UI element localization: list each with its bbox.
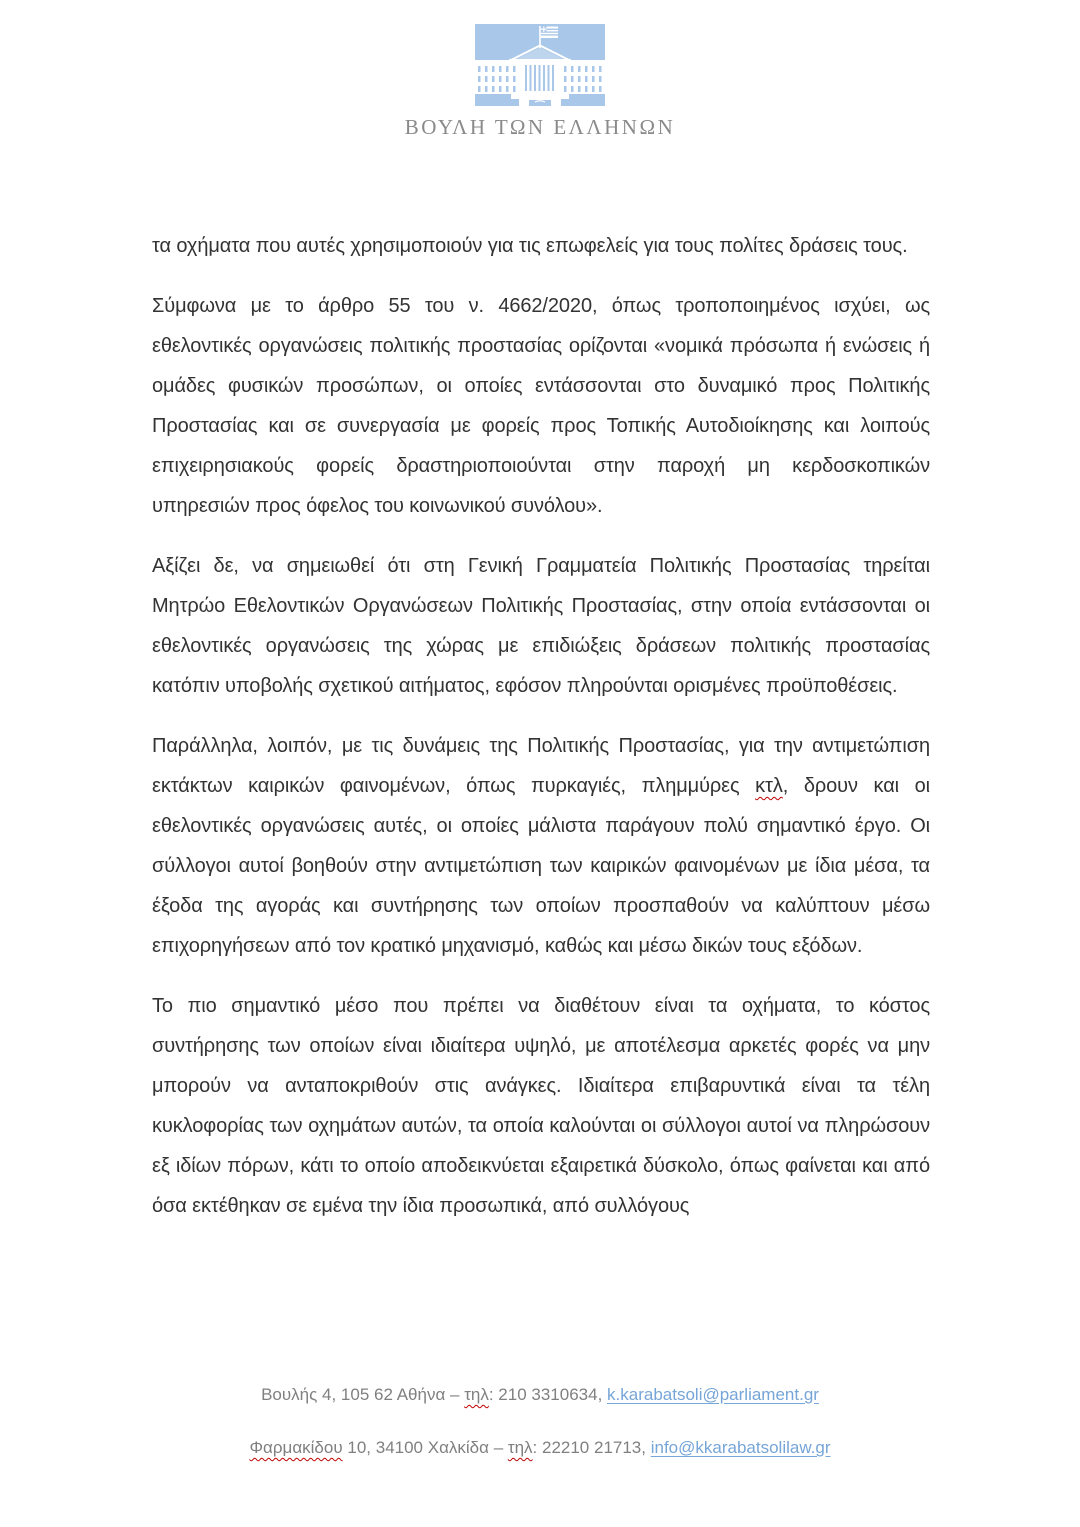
paragraphs-container: [152, 226, 930, 1226]
paragraph: [152, 986, 930, 1226]
spellcheck-word: τηλ: [464, 1385, 489, 1404]
document-body: [152, 226, 930, 1246]
paragraph: [152, 226, 930, 266]
text-run: Σύμφωνα με το άρθρο 55 του ν. 4662/2020, όπως τροποποιημένος ισχύει, ως εθελοντικές οργανώσεις πολιτικής προστασίας ορίζονται «νομικά πρόσωπα ή ενώσεις ή ομάδες φυσικών προσώπων, οι οποίες εντάσσονται στο δυναμικό προς Πολιτικής Προστασίας και σε συνεργασία με φορείς προς Τοπικής Αυτοδιοίκησης και λοιπούς επιχειρησιακούς φορείς δραστηριοποιούνται στην παροχή μη κερδοσκοπικών υπηρεσιών προς όφελος του κοινωνικού συνόλου».: [152, 295, 930, 517]
text-run: Το πιο σημαντικό μέσο που πρέπει να διαθέτουν είναι τα οχήματα, το κόστος συντήρησης των οποίων είναι ιδιαίτερα υψηλό, με αποτέλεσμα αρκετές φορές να μην μπορούν να ανταποκριθούν στις ανάγκες. Ιδιαίτερα επιβαρυντικά είναι τα τέλη κυκλοφορίας των οχημάτων αυτών, τα οποία καλούνται οι σύλλογοι αυτοί να πληρώσουν εξ ιδίων πόρων, κάτι το οποίο αποδεικνύεται εξαιρετικά δύσκολο, όπως φαίνεται και από όσα εκτέθηκαν σε εμένα την ίδια προσωπικά, από συλλόγους: [152, 995, 930, 1217]
paragraph: [152, 726, 930, 966]
paragraph: [152, 286, 930, 526]
parliament-building-icon: [465, 24, 615, 108]
text-run: , δρουν και οι εθελοντικές οργανώσεις αυτές, οι οποίες μάλιστα παράγουν πολύ σημαντικό έργο. Οι σύλλογοι αυτοί βοηθούν στην αντιμετώπιση των καιρικών φαινομένων με ίδια μέσα, τα έξοδα της αγοράς και συντήρησης των οποίων προσπαθούν να καλύπτουν μέσω επιχορηγήσεων από τον κρατικό μηχανισμό, καθώς και μέσω δικών τους εξόδων.: [152, 775, 930, 957]
footer-line: [0, 1437, 1080, 1459]
text-run: Παράλληλα, λοιπόν, με τις δυνάμεις της Πολιτικής Προστασίας, για την αντιμετώπιση εκτάκτων καιρικών φαινομένων, όπως πυρκαγιές, πλημμύρες: [152, 735, 930, 797]
footer-line: [0, 1384, 1080, 1406]
spellcheck-word: τηλ: [507, 1438, 533, 1457]
email-link[interactable]: info@kkarabatsolilaw.gr: [650, 1438, 831, 1457]
paragraph: [152, 546, 930, 706]
parliament-logo-caption: ΒΟΥΛΗ ΤΩΝ ΕΛΛΗΝΩΝ: [404, 115, 676, 139]
email-link[interactable]: k.karabatsoli@parliament.gr: [607, 1385, 819, 1404]
text-run: τα οχήματα που αυτές χρησιμοποιούν για τις επωφελείς για τους πολίτες δράσεις τους.: [152, 235, 908, 257]
text-run: : 22210 21713,: [532, 1438, 651, 1457]
text-run: Βουλής 4, 105 62 Αθήνα –: [261, 1385, 465, 1404]
text-run: 10, 34100 Χαλκίδα –: [342, 1438, 508, 1457]
spellcheck-word: Φαρμακίδου: [249, 1438, 343, 1457]
letterhead: [0, 24, 1080, 140]
text-run: : 210 3310634,: [488, 1385, 608, 1404]
text-run: Αξίζει δε, να σημειωθεί ότι στη Γενική Γραμματεία Πολιτικής Προστασίας τηρείται Μητρώο Εθελοντικών Οργανώσεων Πολιτικής Προστασίας, στην οποία εντάσσονται οι εθελοντικές οργανώσεις της χώρας με επιδιώξεις δράσεων πολιτικής προστασίας κατόπιν υποβολής σχετικού αιτήματος, εφόσον πληρούνται ορισμένες προϋποθέσεις.: [152, 555, 930, 697]
spellcheck-word: κτλ: [755, 775, 783, 797]
footer-lines-container: [0, 1384, 1080, 1459]
document-footer: [0, 1384, 1080, 1490]
